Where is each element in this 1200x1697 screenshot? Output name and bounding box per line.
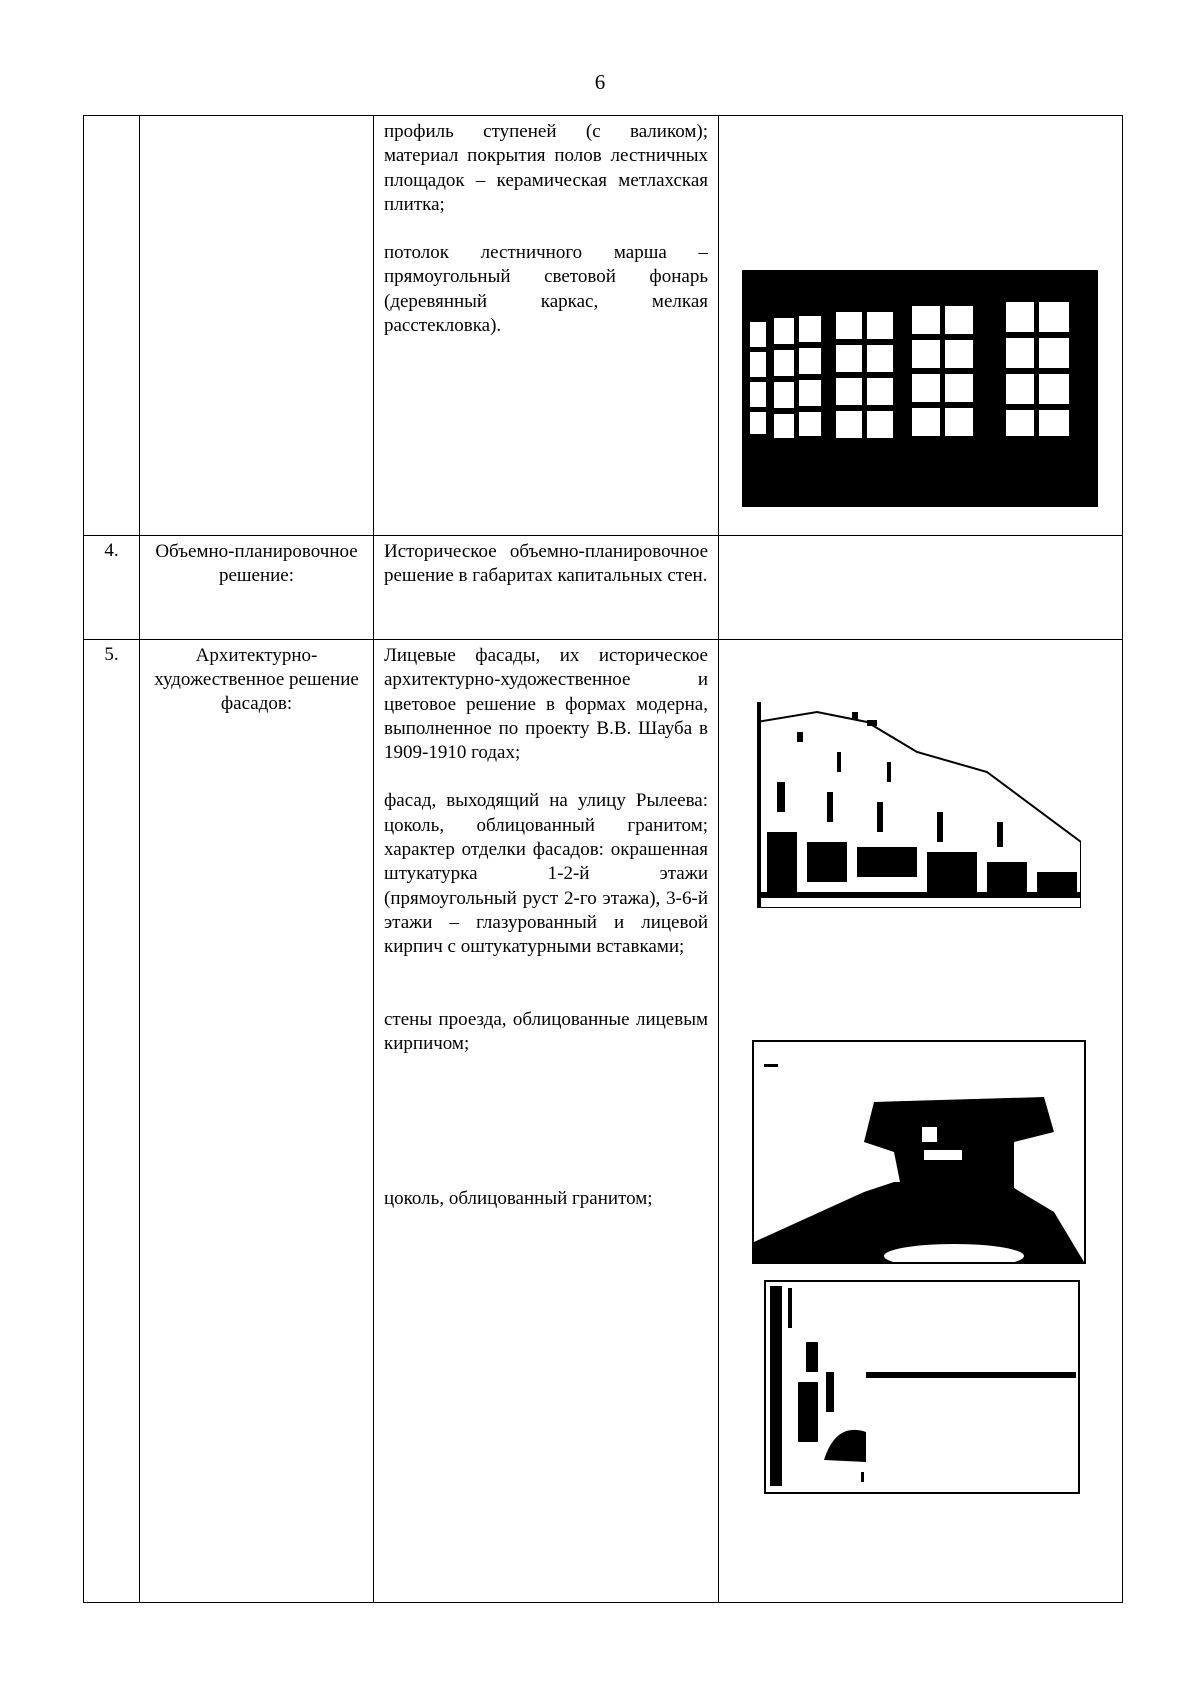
row-description (374, 116, 719, 536)
skylight-photo (742, 270, 1098, 507)
row-description (374, 640, 719, 1603)
description-paragraph: профиль ступеней (с валиком); материал покрытия полов лестничных площадок – керамическая метлахская плитка; (384, 121, 708, 215)
page-number: 6 (594, 70, 606, 94)
table-row (84, 116, 1123, 536)
row-title: Архитектурно-художественное решение фасадов: (140, 640, 374, 1603)
photo-cell (719, 640, 1123, 1603)
row-title (140, 116, 374, 536)
description-paragraph: Лицевые фасады, их историческое архитектурно-художественное и цветовое решение в формах модерна, выполненное по проекту В.В. Шауба в 1909-1910 годах; (384, 645, 708, 764)
plinth-photo (764, 1280, 1080, 1494)
row-description (374, 536, 719, 640)
facade-photo (757, 692, 1081, 908)
specification-table (83, 115, 1123, 1603)
table-row (84, 536, 1123, 640)
description-paragraph: фасад, выходящий на улицу Рылеева: цоколь, облицованный гранитом; характер отделки фасадов: окрашенная штукатурка 1-2-й этажи (прямоугольный руст 2-го этажа), 3-6-й этажи – глазурованный и лицевой кирпич с оштукатурными вставками; (384, 790, 708, 958)
table-row (84, 640, 1123, 1603)
photo-cell (719, 536, 1123, 640)
description-paragraph: цоколь, облицованный гранитом; (384, 1188, 653, 1210)
row-number (84, 116, 140, 536)
description-paragraph: Историческое объемно-планировочное решение в габаритах капитальных стен. (384, 541, 708, 587)
row-number: 4. (84, 536, 140, 640)
row-title: Объемно-планировочное решение: (140, 536, 374, 640)
description-paragraph: стены проезда, облицованные лицевым кирпичом; (384, 1008, 708, 1054)
row-number: 5. (84, 640, 140, 1603)
description-paragraph: потолок лестничного марша – прямоугольный световой фонарь (деревянный каркас, мелкая расстекловка). (384, 242, 708, 337)
photo-cell (719, 116, 1123, 536)
passage-photo (752, 1040, 1086, 1264)
